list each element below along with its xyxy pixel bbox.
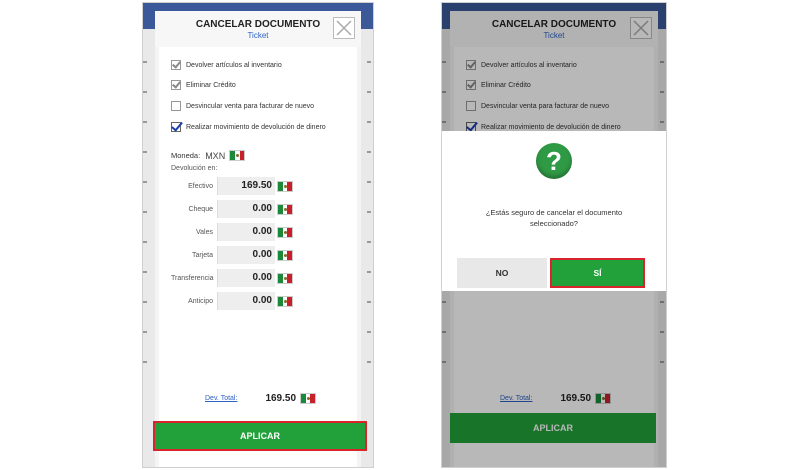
phone-screen-cancel-document [142,2,374,468]
option-label: Eliminar Crédito [481,81,531,89]
payment-label: Cheque [188,205,213,213]
payment-amount-input[interactable]: 0.00 [217,200,275,218]
mexico-flag-icon [277,181,293,192]
payment-amount-input[interactable]: 169.50 [217,177,275,195]
question-icon: ? [536,143,572,179]
confirm-message-line: ¿Estás seguro de cancelar el documento [485,208,623,217]
close-button[interactable] [333,17,355,39]
checkbox[interactable] [171,80,181,90]
option-label: Eliminar Crédito [186,81,236,89]
payment-label: Anticipo [188,297,213,305]
dialog-subtitle: Ticket [543,31,565,40]
mexico-flag-icon [300,393,316,404]
payment-label: Efectivo [188,182,213,190]
yes-button[interactable]: SÍ [550,258,645,288]
mexico-flag-icon [277,204,293,215]
checkbox[interactable] [171,101,181,111]
checkbox[interactable] [171,60,181,70]
dialog-title: CANCELAR DOCUMENTO [491,19,617,30]
dialog-content [159,47,357,467]
background-list-edge [143,33,149,457]
payment-amount-input[interactable]: 0.00 [217,269,275,287]
mexico-flag-icon [229,150,245,161]
mexico-flag-icon [277,273,293,284]
total-label: Dev. Total: [205,395,238,402]
apply-button[interactable]: APLICAR [153,421,367,451]
payment-row-efectivo [171,177,301,195]
payment-label: Transferencia [171,274,214,282]
option-label: Realizar movimiento de devolución de dinero [481,123,621,131]
option-label: Devolver artículos al inventario [481,61,577,69]
payment-amount-input[interactable]: 0.00 [217,292,275,310]
total-value: 169.50 [560,393,592,404]
dialog-title: CANCELAR DOCUMENTO [195,19,321,30]
payment-label: Tarjeta [191,251,213,259]
payment-label: Vales [196,228,213,236]
option-return-inventory[interactable] [171,59,282,71]
checkbox[interactable] [171,122,181,132]
mexico-flag-icon [277,250,293,261]
payment-amount-input[interactable]: 0.00 [217,246,275,264]
close-icon [334,18,354,38]
payment-amount-input[interactable]: 0.00 [217,223,275,241]
mexico-flag-icon [277,296,293,307]
mexico-flag-icon [277,227,293,238]
refund-total [205,393,316,404]
apply-button[interactable]: APLICAR [450,413,656,443]
confirm-message [452,207,656,229]
currency-row [171,150,245,161]
currency-value[interactable]: MXN [205,150,226,161]
option-label: Realizar movimiento de devolución de dinero [186,123,326,131]
option-money-refund[interactable] [171,121,326,133]
background-list-edge [367,33,373,457]
option-label: Devolver artículos al inventario [186,61,282,69]
payment-row-cheque [171,200,301,218]
payment-row-transferencia [171,269,301,287]
option-label: Desvincular venta para facturar de nuevo [186,102,315,110]
refund-in-label: Devolución en: [171,165,218,172]
phone-screen-confirm-cancel [441,2,667,468]
option-unlink-sale[interactable] [171,100,314,112]
total-label: Dev. Total: [500,395,533,402]
payment-row-tarjeta [171,246,301,264]
payment-row-anticipo [171,292,301,310]
no-button[interactable]: NO [457,258,547,288]
dialog-header [155,11,361,47]
payment-row-vales [171,223,301,241]
dialog-subtitle: Ticket [247,31,269,40]
currency-label: Moneda: [171,151,201,160]
confirm-message-line: seleccionado? [530,219,578,228]
option-label: Desvincular venta para facturar de nuevo [481,102,610,110]
option-delete-credit[interactable] [171,79,236,91]
total-value: 169.50 [265,393,297,404]
confirm-dialog [442,131,666,291]
